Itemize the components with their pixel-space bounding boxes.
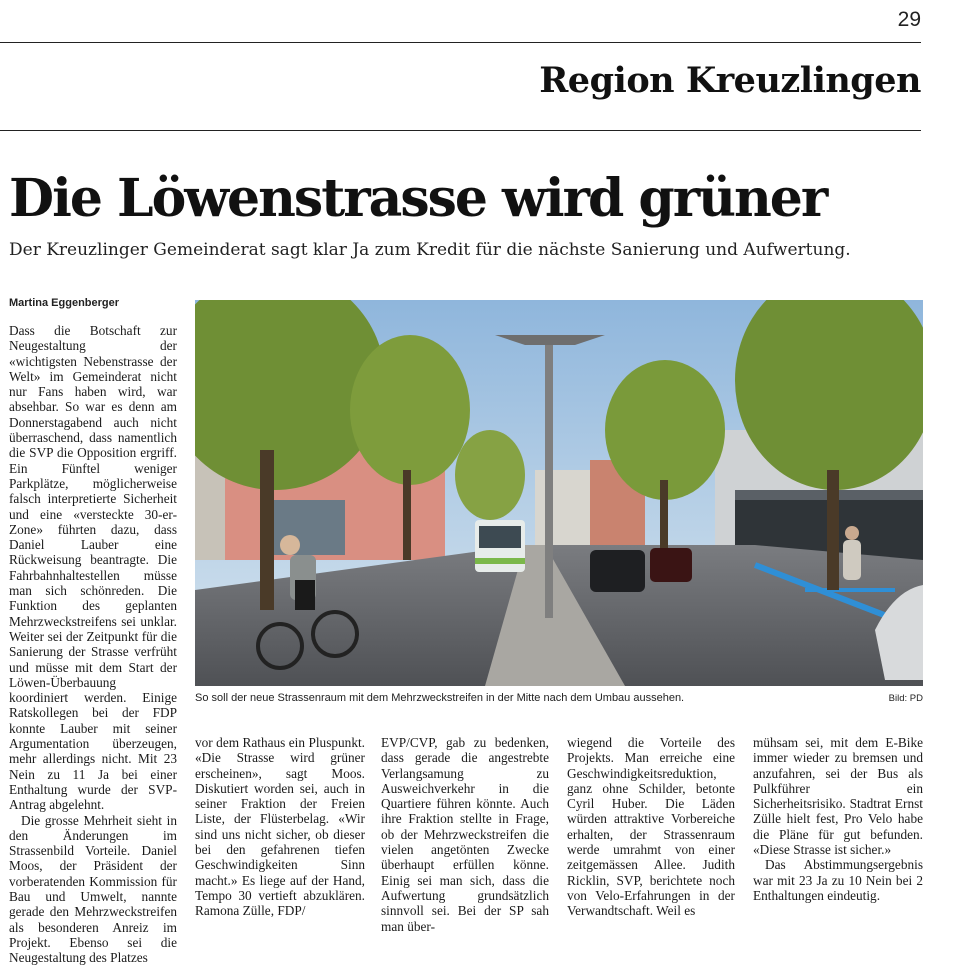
photo-caption: So soll der neue Strassenraum mit dem Mehrzweckstreifen in der Mitte nach dem Umbau aussehen.: [195, 692, 684, 704]
page-number: 29: [898, 8, 921, 32]
article-column-1: [9, 323, 177, 965]
tree: [605, 360, 725, 500]
header-rule-top: [0, 42, 921, 43]
subheadline: Der Kreuzlinger Gemeinderat sagt klar Ja zum Kredit für die nächste Sanierung und Aufwertung.: [9, 240, 851, 260]
pedestrian: [843, 540, 861, 580]
header-rule-bottom: [0, 130, 921, 131]
article-column-2: [195, 735, 365, 919]
article-paragraph: Das Abstimmungsergebnis war mit 23 Ja zu 10 Nein bei 2 Enthaltungen eindeutig.: [753, 857, 923, 903]
shop-window: [265, 500, 345, 555]
article-column-3: [381, 735, 549, 934]
article-paragraph: EVP/CVP, gab zu bedenken, dass gerade die angestrebte Verlangsamung zu Ausweichverkehr in die Quartiere führen könnte. Auch ihre Fraktion stellte in Frage, ob der Mehrzweckstreifen die vielen angetönten Zwecke überhaupt erfüllen könne. Einig sei man sich, dass die Aufwertung grundsätzlich sinnvoll sei. Bei der SP sah man über-: [381, 735, 549, 934]
car: [590, 550, 645, 592]
tree: [350, 335, 470, 485]
article-paragraph: Die grosse Mehrheit sieht in den Änderungen im Strassenbild Vorteile. Daniel Moos, der Präsident der vorberatenden Kommission für Bau und Umwelt, nannte gerade den Mehrzweckstreifen als besonderen Anreiz im Projekt. Ebenso sei die Neugestaltung des Platzes: [9, 813, 177, 965]
article-paragraph: vor dem Rathaus ein Pluspunkt. «Die Strasse wird grüner erscheinen», sagt Moos. Diskutiert worden sei, auch in seiner Fraktion der Freien Liste, der Flüsterbelag. «Wir sind uns nicht sicher, ob dieser bei den gefahrenen tiefen Geschwindigkeiten Sinn macht.» Es liege auf der Hand, Tempo 30 vertieft abzuklären. Ramona Zülle, FDP/: [195, 735, 365, 919]
car: [650, 548, 692, 582]
streetlight-pole: [545, 338, 553, 618]
headline: Die Löwenstrasse wird grüner: [9, 168, 826, 229]
section-title: Region Kreuzlingen: [539, 60, 921, 101]
article-paragraph: Dass die Botschaft zur Neugestaltung der «wichtigsten Nebenstrasse der Welt» im Gemeinderat nicht nur Fans haben wird, war absehbar. So war es denn am Donnerstagabend auch nicht überraschend, dass namentlich die SVP die Opposition ergriff. Ein Fünftel weniger Parkplätze, möglicherweise falsch interpretierte Sicherheit und eine «versteckte 30-er-Zone» führten dazu, dass Daniel Lauber eine Rückweisung beantragte. Die Fahrbahnhaltestellen müsse man sich schönreden. Die Funktion des geplanten Mehrzweckstreifens sei unklar. Weiter sei der Zeitpunkt für die Sanierung der Strasse verfrüht und müsse mit dem Start der Löwen-Überbauung koordiniert werden. Einige Ratskollegen bei der FDP konnte Lauber mit seiner Argumentation überzeugen, mehr allerdings nicht. Mit 23 Nein zu 11 Ja bei einer Enthaltung wurde der SVP-Antrag abgelehnt.: [9, 323, 177, 813]
article-paragraph: mühsam sei, mit dem E-Bike immer wieder zu bremsen und anzufahren, sei der Bus als Pulkführer ein Sicherheitsrisiko. Stadtrat Ernst Zülle hielt fest, Pro Velo habe die Pläne für gut befunden. «Diese Strasse ist sicher.»: [753, 735, 923, 857]
article-column-5: [753, 735, 923, 903]
street-rendering-photo: [195, 300, 923, 686]
article-paragraph: wiegend die Vorteile des Projekts. Man erreiche eine Geschwindigkeitsreduktion, ganz ohne Schilder, betonte Cyril Huber. Die Läden würden attraktive Vorbereiche erhalten, der Strassenraum werde umrahmt von einer zeitgemässen Allee. Judith Ricklin, SVP, berichtete noch von Velo-Erfahrungen in der Verwandtschaft. Weil es: [567, 735, 735, 919]
tree: [455, 430, 525, 520]
photo-credit: Bild: PD: [889, 693, 923, 704]
article-column-4: [567, 735, 735, 919]
author-byline: Martina Eggenberger: [9, 297, 119, 309]
